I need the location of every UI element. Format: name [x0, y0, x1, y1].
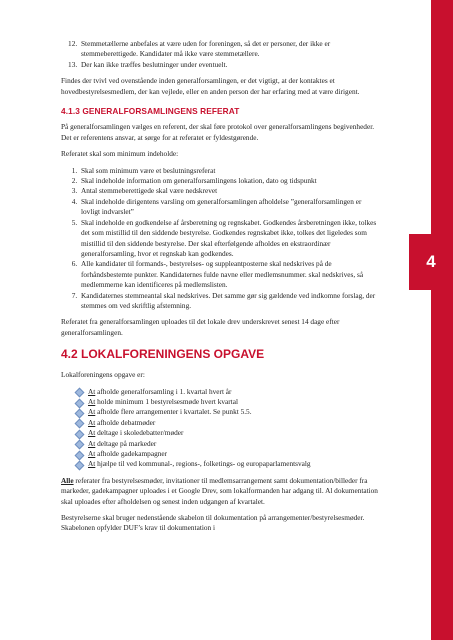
- list-item: 13. Der kan ikke træffes beslutninger under eventuelt.: [79, 60, 379, 70]
- chapter-number-tab: [409, 234, 453, 290]
- list-item: At afholde debatmøder: [75, 418, 379, 428]
- tasks-list: [61, 387, 379, 470]
- list-item: 12. Stemmetællerne anbefales at være uden for foreningen, så det er personer, der ikke er stemmeberettigede. Kandidater må ikke være stemmetællere.: [79, 39, 379, 60]
- list-item: 2. Skal indeholde information om generalforsamlingens lokation, dato og tidspunkt: [79, 176, 379, 186]
- list-item: 3. Antal stemmeberettigede skal være nedskrevet: [79, 186, 379, 196]
- page-content: [61, 39, 379, 534]
- list-item: At afholde generalforsamling i 1. kvartal hvert år: [75, 387, 379, 397]
- paragraph: Bestyrelserne skal bruger nedenstående skabelon til dokumentation på arrangementer/bestyrelsesmøder. Skabelonen opfylder DUF’s krav til dokumentation i: [61, 512, 365, 533]
- paragraph: Lokalforeningens opgave er:: [61, 370, 145, 380]
- diamond-bullet-icon: [75, 388, 82, 395]
- diamond-bullet-icon: [75, 440, 82, 447]
- diamond-bullet-icon: [75, 451, 82, 458]
- diamond-bullet-icon: [75, 461, 82, 468]
- continued-list: [61, 39, 379, 70]
- list-item: 7. Kandidaternes stemmeantal skal nedskrives. Det samme gør sig gældende ved indkomne forslag, der stemmes om ved skriftlig afstemning.: [79, 291, 379, 312]
- section-heading-42: 4.2 LOKALFORENINGENS OPGAVE: [61, 347, 265, 362]
- diamond-bullet-icon: [75, 419, 82, 426]
- intro-paragraph: Findes der tvivl ved ovenstående inden generalforsamlingen, er det vigtigt, at der kontaktes et hovedbestyrelsesmedlem, der kan vejlede, eller en anden person der har erfaring med at være dirigent.: [61, 76, 360, 96]
- list-item: 6. Alle kandidater til formands-, bestyrelses- og suppleantposterne skal nedskrives på de forhåndsbestemte punkter. Kandidaternes fulde navne eller medlemsnummer. skal nedskrives, så medlemmerne kan identificeres på medlemslisten.: [79, 259, 379, 290]
- list-item: At deltage i skoledebatter/møder: [75, 428, 379, 438]
- list-item: At holde minimum 1 bestyrelsesmøde hvert kvartal: [75, 397, 379, 407]
- diamond-bullet-icon: [75, 430, 82, 437]
- diamond-bullet-icon: [75, 409, 82, 416]
- referat-requirements-list: [61, 166, 379, 312]
- paragraph: Referatet skal som minimum indeholde:: [61, 149, 179, 159]
- diamond-bullet-icon: [75, 399, 82, 406]
- list-item: At afholde gadekampagner: [75, 449, 379, 459]
- paragraph: Alle referater fra bestyrelsesmøder, invitationer til medlemsarrangement samt dokumentation/billeder fra markeder, gadekampagner uploades i et Google Drev, som lokalformanden har adgang til. Al dokumentation skal uploades efter afholdelsen og senest inden udgangen af kvartalet.: [61, 475, 378, 506]
- list-item: At afholde flere arrangementer i kvartalet. Se punkt 5.5.: [75, 407, 379, 417]
- list-item: At deltage på markeder: [75, 439, 379, 449]
- list-item: 1. Skal som minimum være et beslutningsreferat: [79, 166, 379, 176]
- paragraph: Referatet fra generalforsamlingen uploades til det lokale drev underskrevet senest 14 dage efter generalforsamlingen.: [61, 317, 340, 337]
- chapter-sidebar: [431, 0, 453, 640]
- list-item: 4. Skal indeholde dirigentens varsling om generalforsamlingen afholdelse ”generalforsamlingen er lovligt indvarslet”: [79, 197, 379, 218]
- list-item: At hjælpe til ved kommunal-, regions-, folketings- og europaparlamentsvalg: [75, 459, 379, 469]
- chapter-number: 4: [426, 252, 436, 271]
- section-heading-413: 4.1.3 GENERALFORSAMLINGENS REFERAT: [61, 106, 240, 117]
- list-item: 5. Skal indeholde en godkendelse af årsberetning og regnskabet. Godkendes årsberetningen ikke, tolkes det som mistillid til den siddende bestyrelse. Godkendes regnskabet ikke, tolkes det ligeledes som mistillid til den siddende bestyrelse. Der skal efterfølgende afholdes en ekstraordinær generalforsamling, hvor et regnskab kan godkendes.: [79, 218, 379, 260]
- paragraph: På generalforsamlingen vælges en referent, der skal føre protokol over generalforsamlingens begivenheder. Det er referentens ansvar, at sørge for at referatet er fyldestgørende.: [61, 122, 375, 142]
